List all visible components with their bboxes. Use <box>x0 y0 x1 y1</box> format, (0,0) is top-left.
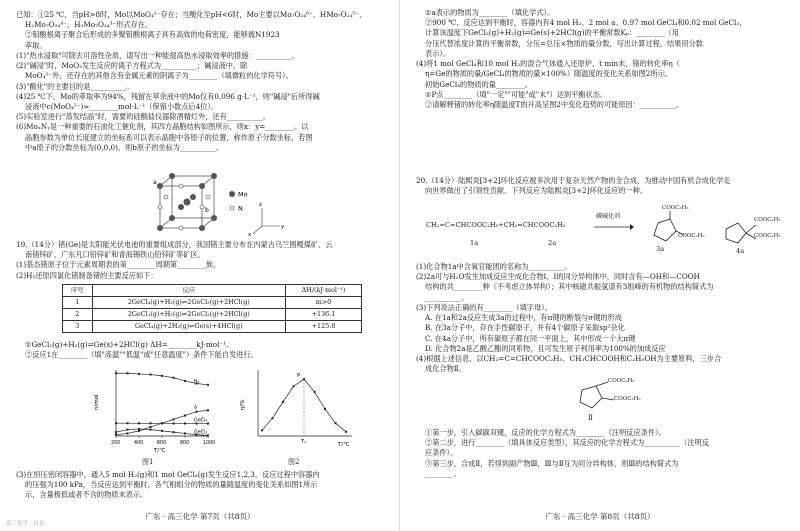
fig1-data-point <box>138 422 140 424</box>
fig1-series-label: GeCl₄ <box>194 418 208 424</box>
fig1-data-point <box>173 418 175 420</box>
q18-line: 晶胞参数为单位长度建立的坐标系可以表示晶胞中各原子的位置，称作原子分数坐标，若图 <box>25 132 313 142</box>
fig1-data-point <box>127 422 129 424</box>
fig1-data-point <box>173 377 175 379</box>
sub-cooc2h5-side: COOC₂H₅ <box>678 233 705 239</box>
fig1-data-point <box>138 373 140 375</box>
table-header-cell: ΔH/(kJ·mol⁻¹) <box>286 285 362 297</box>
fig2-data-point <box>314 391 316 393</box>
fig2-point-label: P <box>297 373 301 380</box>
q20-step: ③第三步，合成Ⅱ，若得到副产物Ⅲ，Ⅲ与Ⅱ互为同分异构体，则Ⅲ的结构简式为 <box>425 458 679 468</box>
fig2-data-point <box>345 431 347 433</box>
crystal-cell-figure <box>150 172 290 238</box>
fig1-data-point <box>184 432 186 434</box>
fig1-data-point <box>207 384 209 386</box>
q19-line: 南锗锌矿、广东凡口铅锌矿和青海锡铁山铅锌矿等矿区。 <box>25 250 205 260</box>
fig1-data-point <box>150 426 152 428</box>
figure-2-caption: 图2 <box>288 458 300 466</box>
fig1-data-point <box>207 423 209 425</box>
q20-option: D. 化合物2a是乙酸乙酯的同系物，且可发生原子利用率为100%的加成反应 <box>425 343 666 353</box>
q20-line: 成化合物Ⅱ。 <box>425 364 466 374</box>
table-header-row <box>63 285 362 297</box>
atom-label-b: b <box>205 207 209 214</box>
fig1-x-tick-label: 400 <box>134 441 144 446</box>
q19-line: 19.（14分）锗(Ge)是太阳能光伏电池的重要组成部分，我国锗主要分布在内蒙古乌兰图嘎煤矿、云 <box>16 240 333 249</box>
q18-text <box>16 10 388 153</box>
product-3a-structure <box>638 205 698 257</box>
compound-II-label: Ⅱ <box>588 414 593 422</box>
q20-line: (4)根据上述信息，以CH₂=C=CHCOOC₂H₅、CH₃CHCOOH和C₂H₅OH为主要原料，三步合 <box>416 353 722 363</box>
fig2-ylabel: η/% <box>240 399 246 410</box>
fig1-data-point <box>150 374 152 376</box>
q20-step: ________。 <box>425 468 461 478</box>
table-cell: 2GeCl₃(g)+H₂(g)⇌2GeCl₂(g)+2HCl(g) <box>92 309 285 321</box>
q18-line: ②钼酸根离子聚合后形成的多聚钼酸根离子具有高效的电荷密度，能够被N1923 <box>25 30 280 40</box>
reaction-arrow-icon <box>594 223 634 231</box>
fig1-ylabel: n/mol <box>94 394 100 410</box>
scheme-label-4a: 4a <box>736 247 745 255</box>
q20-line: (1)化合物1a中含氧官能团的名称为__________。 <box>416 262 572 271</box>
q19-line: 分压代替浓度计算的平衡常数，分压=总压×物质的量分数，写出计算过程，结果用分数 <box>425 38 703 48</box>
fig1-data-point <box>184 415 186 417</box>
fig1-series-label: a <box>194 405 197 411</box>
scheme-label-1a: 1a <box>470 239 479 247</box>
fig1-data-point <box>127 429 129 431</box>
reaction-scheme <box>426 205 786 257</box>
q19-line: 计算该温度下GeCl₂(g)+H₂(g)⇌Ge(s)+2HCl(g)的平衡常数Kₚ：________（用 <box>425 28 680 38</box>
scheme-catalyst: 磷碱化剂 <box>596 213 621 220</box>
page-footer: 广东 · 高三化学 第7页（共8页） <box>145 512 255 522</box>
sub-cooc2h5-4a-top: COOC₂H₅ <box>754 217 781 223</box>
sub-ii-side: COOC₂H₅ <box>614 396 641 402</box>
fig1-data-point <box>127 372 129 374</box>
fig1-data-point <box>115 434 117 436</box>
fig2-data-point <box>272 417 274 419</box>
table-cell: 1 <box>63 297 93 309</box>
fig1-data-point <box>115 372 117 374</box>
q20-step: ①第一步，引入碳碳双键，反应的化学方程式为________（注明反应条件）。 <box>425 428 666 437</box>
figure-2-chart <box>238 364 358 456</box>
q20-step: 应条件）。 <box>425 448 458 458</box>
table-row <box>63 321 362 333</box>
q20-line: 结构的共________种（不考虑立体异构）；其中核磁共振氢谱有3组峰的有机物的结构简式为 <box>425 282 714 292</box>
legend-mo-dot <box>229 191 235 197</box>
q20-header <box>416 176 788 196</box>
scheme-label-3a: 3a <box>656 245 665 253</box>
q18-line: MoO₄²⁻外，还存在的其他含有金属元素的阴离子为________（填微粒的化学符号）。 <box>25 71 293 81</box>
q18-line: (5)实验室进行"蒸发结晶"时，需要的硅酸盐仪器除酒精灯外，还有__________。 <box>16 112 270 122</box>
q19-line: 初始GeCl₄的物质的量________。 <box>425 79 532 89</box>
fig1-data-point <box>127 432 129 434</box>
q19-after-table <box>16 340 388 360</box>
fig1-data-point <box>115 422 117 424</box>
svg-text:x: x <box>248 232 252 238</box>
q19-line: η=Ge的物质的量/GeCl₄的物质的量×100%）随温度的变化关系如图2所示。 <box>425 69 673 79</box>
atom-label-a: a <box>153 179 157 186</box>
sub-cooc2h5-top: COOC₂H₅ <box>662 205 689 211</box>
q20-body <box>416 262 788 374</box>
q20-line: (2)2a可与H₂O发生加成反应生成化合物Ⅰ，Ⅰ的同分异构体中，同时含有—OH和—COOH <box>416 272 700 282</box>
q19-line: ②反应1在________（填"高温""低温"或"任意温度"）条件下能自发进行。 <box>25 350 258 360</box>
q19-line: 示，含量极低或者不含的物质未表示。 <box>25 490 148 500</box>
compound-II-structure <box>568 380 658 420</box>
q18-line: 萃取。 <box>25 40 47 50</box>
fig1-x-tick-label: 800 <box>180 441 190 446</box>
q20-line: (3)下列说法正确的有________（填字母）。 <box>416 302 552 312</box>
q20-option: B. 在3a分子中，存在手性碳原子，并有4个碳原子采取sp²杂化 <box>425 323 625 333</box>
q20-option: A. 在1a和2a反应生成3a的过程中，有π键的断裂与σ键的形成 <box>425 313 622 323</box>
fig1-data-point <box>196 411 198 413</box>
q18-line: (2)"碱浸"时，MoO₃发生反应的离子方程式为__________；碱浸液中，除 <box>16 61 248 71</box>
q20-steps <box>416 428 788 479</box>
q18-line: 浸液中c(MoO₄²⁻)≈________mol·L⁻¹（保留小数点后4位）。 <box>25 101 219 111</box>
fig1-data-point <box>150 429 152 431</box>
table-row <box>63 309 362 321</box>
fig1-data-point <box>207 409 209 411</box>
fig1-x-tick-label: 200 <box>111 441 121 446</box>
watermark: 高三化学 · 试卷 <box>6 521 45 528</box>
q19-line: (1)基态锗原子位于元素周期表的第________周期第________族。 <box>16 260 221 270</box>
sub-ii-top: COOC₂H₅ <box>608 378 635 384</box>
fig2-data-point <box>335 422 337 424</box>
fig1-data-point <box>161 375 163 377</box>
svg-text:y: y <box>281 224 285 230</box>
legend-n-dot <box>230 206 234 210</box>
fig1-data-point <box>161 422 163 424</box>
q18-line: (4)25 ℃下，Mo的萃取率为94%，残留在萃余液中的Mo仅有0.096 g·L⁻¹，则"碱浸"后所得碱 <box>16 91 320 101</box>
q20-line: 向世界做出了引领性贡献。下列反应为陆熙炎[3+2]环化反应的一种。 <box>425 186 648 196</box>
fig1-data-point <box>184 422 186 424</box>
reaction-table <box>62 284 362 333</box>
fig1-data-point <box>150 422 152 424</box>
table-cell: m>0 <box>286 297 362 309</box>
scheme-reactants: CH₂=C=CHCOOC₂H₅+CH₂=CHCOOC₂H₅ <box>426 221 566 229</box>
q20-line: __________。 <box>425 292 469 302</box>
q19-line: (3)在恒压密闭容器中，通入5 mol H₂(g)和1 mol GeCl₄(g)发生反应1,2,3，反应过程中容器内 <box>16 470 320 479</box>
fig1-data-point <box>115 431 117 433</box>
fig1-x-tick-label: 1000 <box>203 441 216 446</box>
fig2-data-point <box>261 429 263 431</box>
q18-line: (6)MoₓNᵧ是一种重要的石油化工催化剂，其四方晶胞结构如图所示，则x：y=________。以 <box>16 122 309 132</box>
svg-text:z: z <box>259 202 262 208</box>
fig2-data-point <box>293 385 295 387</box>
fig1-data-point <box>138 430 140 432</box>
fig2-x-tick-label: T₁ <box>301 439 307 445</box>
table-header-cell: 反应 <box>92 285 285 297</box>
fig1-xlabel: T/℃ <box>154 448 166 454</box>
q19-line: ①P点________（填"一定""可能"或"未"）达到平衡状态。 <box>425 89 608 99</box>
q19-line: ①a表示的物质为________（填化学式）。 <box>425 8 555 17</box>
sub-cooc2h5-4a-bottom: COOC₂H₅ <box>754 233 781 239</box>
page-right <box>400 0 800 531</box>
table-cell: +125.8 <box>286 321 362 333</box>
fig1-series-label: GeCl₂ <box>194 430 208 436</box>
figure-1-caption: 图1 <box>142 458 154 466</box>
table-header-cell: 序号 <box>63 285 93 297</box>
table-row <box>63 297 362 309</box>
fig1-data-point <box>173 431 175 433</box>
q18-line: (3)"酸化"的主要目的是__________。 <box>16 81 134 91</box>
fig1-data-point <box>184 380 186 382</box>
q20-option: C. 在4a分子中，所有碳原子都在同一平面上，其中形成一个大π键 <box>425 333 636 343</box>
table-cell: 2 <box>63 309 93 321</box>
fig1-series-label: H₂ <box>194 379 200 385</box>
table-cell: 2GeCl₄(g)+H₂(g)⇌2GeCl₃(g)+2HCl(g) <box>92 297 285 309</box>
fig1-data-point <box>173 422 175 424</box>
fig1-x-tick-label: 600 <box>157 441 167 446</box>
q18-line: 已知：①25 ℃，当pH>8时，Mo以MoO₄²⁻存在；当酸化至pH<6时，Mo主要以Mo₇O₂₄⁶⁻、HMo₇O₂₄⁵⁻、 <box>16 10 367 19</box>
fig1-data-point <box>138 428 140 430</box>
fig1-data-point <box>207 434 209 436</box>
q19-line: 表示）。 <box>425 48 451 58</box>
q18-line: 中a原子的分数坐标为(0,0,0)，则b原子的坐标为__________。 <box>25 142 224 152</box>
q19-line: ①GeCl₂(g)+H₂(g)⇌Ge(s)+2HCl(g) ΔH=________kJ·mol⁻¹。 <box>25 340 234 349</box>
q19-line: 的压强为100 kPa，当反应达到平衡时，各气相组分的物质的量随温度的变化关系如图1所示 <box>25 480 318 490</box>
scheme-label-2a: 2a <box>548 239 557 247</box>
q20-line: 20.（14分）陆熙炎[3+2]环化反应被多次用于复杂天然产物的全合成，为推动中国有机合成化学走 <box>416 176 731 185</box>
fig1-data-point <box>161 430 163 432</box>
legend-mo-label: Mo <box>238 190 248 199</box>
q19-line: ②请解释锗的转化率η随温度T的升高呈图2中变化趋势的可能原因：__________。 <box>425 99 684 109</box>
q19-continued <box>416 8 788 110</box>
fig2-xlabel: T/℃ <box>338 442 350 448</box>
page-footer: 广东 · 高三化学 第8页（共8页） <box>545 512 655 522</box>
table-cell: 3 <box>63 321 93 333</box>
q19-line: (2)H₂还原四氯化锗制备锗的主要反应如下： <box>16 270 158 280</box>
q18-line: (1)"热水浸取"可除去可溶性杂质，请写出一种能提高热水浸取效率的措施：__________。 <box>16 50 299 60</box>
fig2-data-point <box>324 408 326 410</box>
q18-line: H₂Mo₇O₂₄⁴⁻、H₃Mo₇O₂₄³⁻形式存在。 <box>25 20 153 30</box>
q19-text <box>16 240 388 281</box>
legend-n-label: N <box>238 204 243 213</box>
q19-line: (4)将1 mol GeCl₄和10 mol H₂的混合气体通入还原炉，t min末，锗的转化率η（ <box>416 59 680 69</box>
table-cell: +136.1 <box>286 309 362 321</box>
figure-1-chart <box>92 364 216 456</box>
fig2-data-point <box>282 401 284 403</box>
table-cell: GeCl₄(g)+2H₂(g)⇌Ge(s)+4HCl(g) <box>92 321 285 333</box>
q19-line: ②900 ℃，反应达到平衡时，容器内有4 mol H₂、2 mol a、0.97 mol GeCl₄和0.02 mol GeCl₃， <box>425 18 747 28</box>
q20-step: ②第二步，进行________（填具体反应类型），其反应的化学方程式为__________（注明反 <box>425 438 709 448</box>
q19-3-text <box>16 470 388 501</box>
